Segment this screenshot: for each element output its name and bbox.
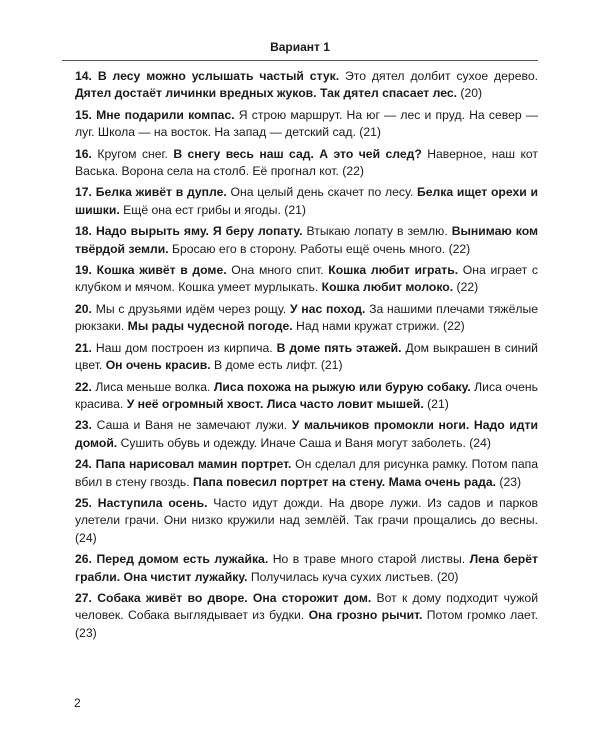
regular-text: Она целый день скачет по лесу. xyxy=(226,185,417,200)
regular-text: Мы с друзьями идём через рощу. xyxy=(95,301,290,316)
bold-sentence: У нас поход. xyxy=(289,301,366,316)
dictation-item xyxy=(75,184,538,219)
regular-text: (23) xyxy=(496,474,522,489)
bold-sentence: Мы рады чудесной погоде. xyxy=(127,319,293,334)
dictation-item xyxy=(75,417,538,452)
bold-sentence: Вынимаю ком твёрдой земли. xyxy=(75,224,539,256)
item-number: 21. xyxy=(75,340,92,355)
bold-sentence: Папа нарисовал мамин портрет. xyxy=(95,457,292,472)
bold-sentence: Лиса похожа на рыжую или бурую собаку. xyxy=(213,379,471,394)
page-title: Вариант 1 xyxy=(62,40,538,61)
regular-text: (22) xyxy=(453,280,479,295)
dictation-item xyxy=(75,262,538,297)
page-number: 2 xyxy=(74,696,81,710)
dictation-item xyxy=(75,301,538,336)
regular-text: Часто идут дожди. На дворе лужи. Из садов и парков улетели грачи. Они низко кружили над землёй. Так грачи прощались до весны. (24) xyxy=(75,495,538,545)
item-number: 20. xyxy=(75,301,92,316)
dictation-item xyxy=(75,551,538,586)
bold-sentence: У неё огромный хвост. Лиса часто ловит мышей. xyxy=(126,396,424,411)
item-number: 17. xyxy=(75,185,92,200)
bold-sentence: Собака живёт во дворе. Она сторожит дом. xyxy=(97,590,372,605)
regular-text: Лиса меньше волка. xyxy=(95,379,214,394)
regular-text: Дом выкрашен в синий цвет. xyxy=(75,340,538,373)
regular-text: Бросаю его в сторону. Работы ещё очень много. (22) xyxy=(168,241,471,256)
regular-text: Над нами кружат стрижи. (22) xyxy=(292,319,465,334)
regular-text: Сушить обувь и одежду. Иначе Саша и Ваня могут заболеть. (24) xyxy=(117,435,491,450)
regular-text: Это дятел долбит сухое дерево. xyxy=(339,69,538,83)
regular-text: Потом громко лает. (23) xyxy=(75,608,538,640)
regular-text: Кругом снег. xyxy=(97,146,174,161)
item-number: 15. xyxy=(75,107,92,122)
bold-sentence: Мне подарили компас. xyxy=(96,107,235,122)
regular-text: Получилась куча сухих листьев. (20) xyxy=(247,569,459,584)
regular-text: Но в траве много старой листвы. xyxy=(268,552,470,567)
bold-sentence: Наступила осень. xyxy=(97,495,208,510)
regular-text: Вот к дому подходит чужой человек. Собака выглядывает из будки. xyxy=(75,590,539,623)
regular-text: Наверное, наш кот Васька. Ворона села на столб. Её прогнал кот. (22) xyxy=(75,146,539,179)
bold-sentence: Кошка любит молоко. xyxy=(321,280,454,295)
bold-sentence: Он очень красив. xyxy=(105,358,211,373)
item-number: 25. xyxy=(75,495,92,510)
bold-sentence: Кошка живёт в доме. xyxy=(96,263,227,278)
bold-sentence: Белка ищет орехи и шишки. xyxy=(75,185,539,217)
dictation-item xyxy=(75,379,538,414)
bold-sentence: Папа повесил портрет на стену. Мама очень рада. xyxy=(193,474,497,489)
bold-sentence: Лена берёт грабли. Она чистит лужайку. xyxy=(75,552,538,584)
dictation-item xyxy=(75,456,538,491)
dictation-item xyxy=(75,590,538,642)
regular-text: Я строю маршрут. На юг — лес и пруд. На север — луг. Школа — на восток. На запад — детский сад. (21) xyxy=(75,107,539,140)
bold-sentence: Она грозно рычит. xyxy=(308,608,423,623)
regular-text: Наш дом построен из кирпича. xyxy=(95,340,277,355)
item-number: 19. xyxy=(75,263,92,278)
regular-text: Лиса очень красива. xyxy=(75,379,539,411)
bold-sentence: В доме пять этажей. xyxy=(276,340,402,355)
regular-text: Ещё она ест грибы и ягоды. (21) xyxy=(119,202,306,217)
bold-sentence: В снегу весь наш сад. А это чей след? xyxy=(173,146,422,161)
bold-sentence: Надо вырыть яму. Я беру лопату. xyxy=(95,224,303,239)
bold-sentence: Перед домом есть лужайка. xyxy=(96,552,269,567)
item-number: 22. xyxy=(75,379,92,394)
regular-text: Саша и Ваня не замечают лужи. xyxy=(96,418,292,433)
item-number: 16. xyxy=(75,146,92,161)
item-number: 24. xyxy=(75,457,92,472)
dictation-item xyxy=(75,340,538,375)
regular-text: Она играет с клубком и мячом. Кошка умеет мурлыкать. xyxy=(75,263,538,295)
bold-sentence: В лесу можно услышать частый стук. xyxy=(97,69,340,83)
item-number: 27. xyxy=(75,590,92,605)
regular-text: Он сделал для рисунка рамку. Потом папа вбил в стену гвоздь. xyxy=(75,457,538,489)
dictation-list xyxy=(75,68,538,646)
item-number: 26. xyxy=(75,552,92,567)
bold-sentence: У мальчиков промокли ноги. Надо идти домой. xyxy=(75,418,538,450)
item-number: 18. xyxy=(75,224,92,239)
dictation-item xyxy=(75,146,538,181)
bold-sentence: Белка живёт в дупле. xyxy=(95,185,227,200)
dictation-item xyxy=(75,107,538,142)
dictation-item xyxy=(75,68,538,103)
bold-sentence: Кошка любит играть. xyxy=(328,263,459,278)
regular-text: (20) xyxy=(457,86,483,101)
item-number: 23. xyxy=(75,418,92,433)
dictation-item xyxy=(75,495,538,547)
regular-text: Она много спит. xyxy=(226,263,329,278)
item-number: 14. xyxy=(75,69,92,83)
regular-text: Втыкаю лопату в землю. xyxy=(302,224,452,239)
dictation-item xyxy=(75,223,538,258)
bold-sentence: Дятел достаёт личинки вредных жуков. Так дятел спасает лес. xyxy=(75,86,458,101)
regular-text: За нашими плечами тяжёлые рюкзаки. xyxy=(75,301,539,334)
regular-text: (21) xyxy=(423,396,449,411)
regular-text: В доме есть лифт. (21) xyxy=(210,358,343,373)
